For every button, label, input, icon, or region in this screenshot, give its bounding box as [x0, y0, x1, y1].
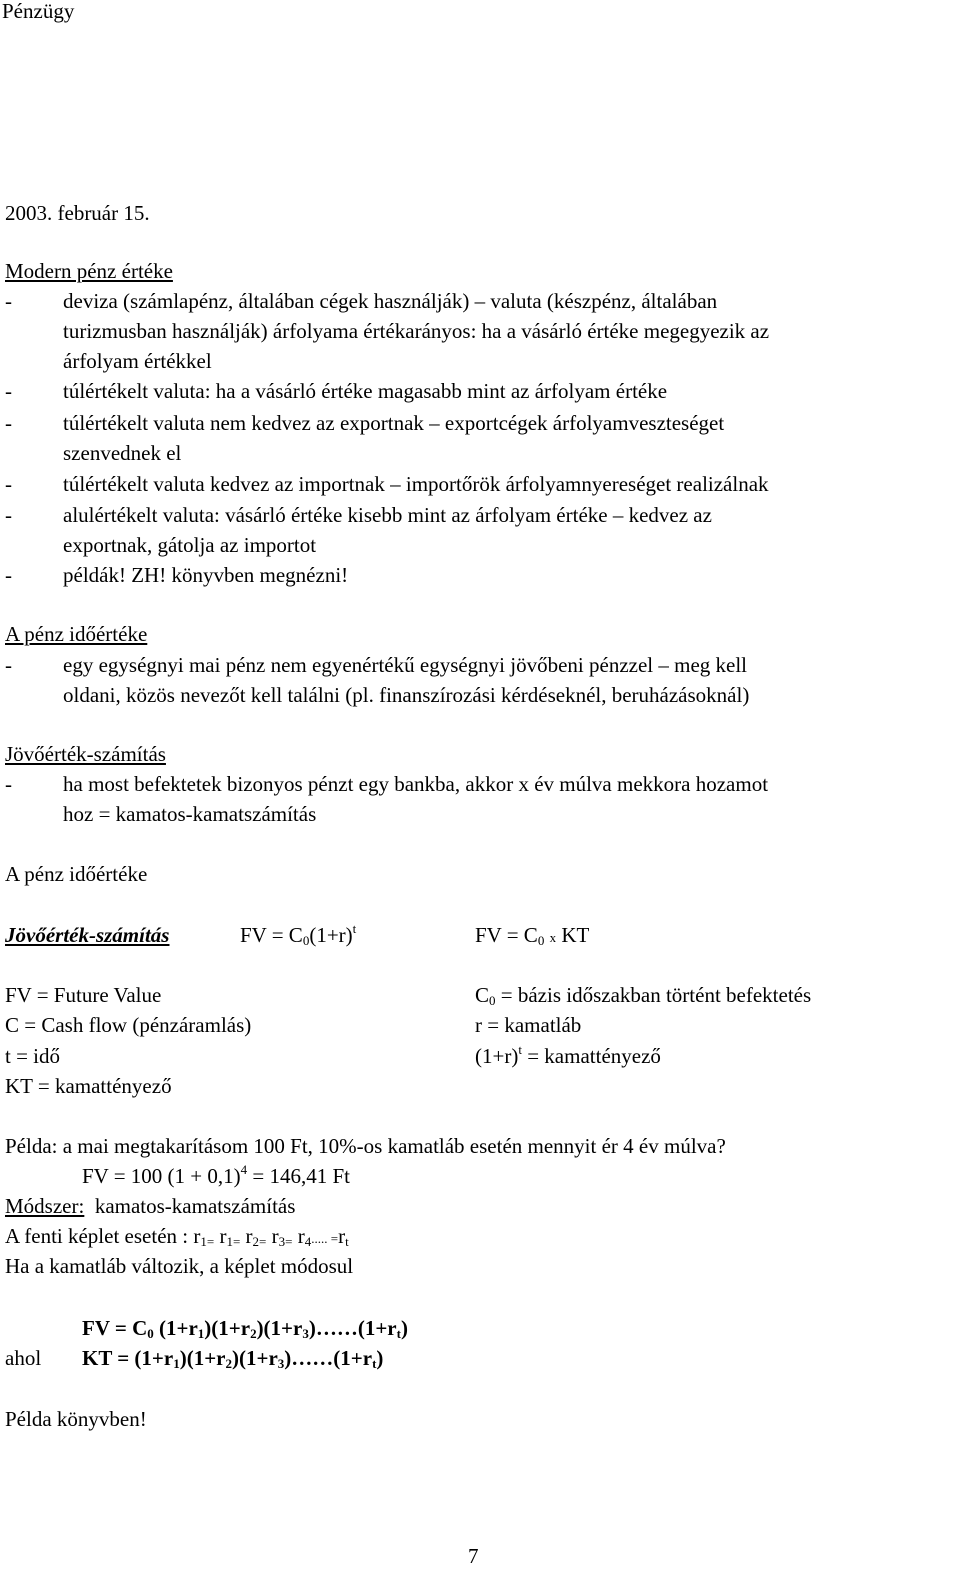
- definition-r: r = kamatláb: [475, 1013, 582, 1037]
- list-item-continuation: turizmusban használják) árfolyama értékarányos: ha a vásárló értéke megegyezik az: [63, 319, 770, 343]
- list-item-continuation: hoz = kamatos-kamatszámítás: [63, 802, 317, 826]
- section-heading-time-value: A pénz időértéke: [5, 622, 148, 646]
- rate-equality-line: A fenti képlet esetén : $r_{1=}$ $r_{1=}$ $r_{2=}$ $r_{3=}$ $r_4$..... $=r_t$: [5, 1224, 349, 1249]
- fv-kt-formula: FV = $C_0$ x KT: [475, 923, 590, 948]
- section-heading-modern-money: Modern pénz értéke: [5, 259, 173, 283]
- fv-calc-label: Jövőérték-számítás: [5, 923, 170, 947]
- example-question: Példa: a mai megtakarításom 100 Ft, 10%-os kamatláb esetén mennyit ér 4 év múlva?: [5, 1134, 726, 1158]
- section-heading-time-value-2: A pénz időértéke: [5, 862, 148, 886]
- header-title: Pénzügy: [2, 0, 75, 23]
- list-item-continuation: oldani, közös nevezőt kell találni (pl. finanszírozási kérdéseknél, beruházásoknál): [63, 683, 750, 707]
- definition-c0: $C_0$ = bázis időszakban történt befektetés: [475, 983, 812, 1008]
- section-heading-future-value: Jövőérték-számítás: [5, 742, 166, 766]
- definition-t: t = idő: [5, 1044, 61, 1068]
- fv-formula: FV = $C_0(1+r)^t$: [240, 921, 357, 948]
- list-item-continuation: exportnak, gátolja az importot: [63, 533, 317, 557]
- list-item-continuation: árfolyam értékkel: [63, 349, 212, 373]
- definition-interest-factor: $(1+r)^t$ = kamattényező: [475, 1042, 661, 1068]
- example-calculation: FV = 100 $(1 + 0,1)^4 = 146,41$ Ft: [82, 1162, 350, 1188]
- method-line: Módszer: kamatos-kamatszámítás: [5, 1194, 296, 1218]
- kt-variable-rate-formula: KT = $(1+r_1)(1+r_2)(1+r_3)\dots\dots(1+r_t)$: [82, 1346, 384, 1371]
- rate-change-note: Ha a kamatláb változik, a képlet módosul: [5, 1254, 354, 1278]
- page-number: 7: [468, 1544, 479, 1568]
- fv-variable-rate-formula: FV = $C_0$ $(1+r_1)(1+r_2)(1+r_3)\dots\dots(1+r_t)$: [82, 1316, 408, 1341]
- closing-note: Példa könyvben!: [5, 1407, 147, 1431]
- list-item-continuation: szenvednek el: [63, 441, 182, 465]
- definition-c: C = Cash flow (pénzáramlás): [5, 1013, 252, 1037]
- definition-fv: FV = Future Value: [5, 983, 162, 1007]
- definition-kt: KT = kamattényező: [5, 1074, 172, 1098]
- ahol-label: ahol: [5, 1346, 42, 1370]
- document-date: 2003. február 15.: [5, 201, 150, 225]
